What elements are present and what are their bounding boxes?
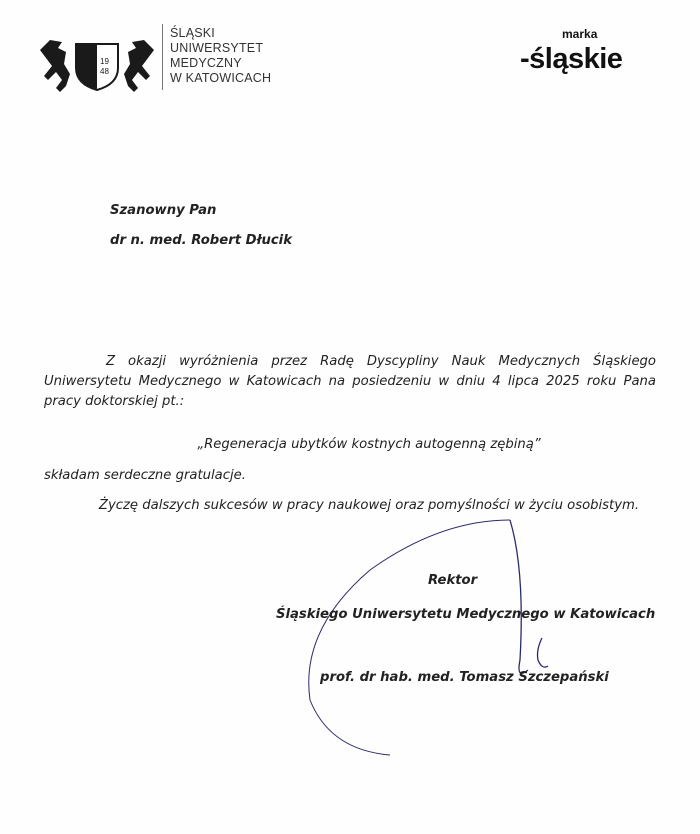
university-line: W KATOWICACH — [170, 71, 272, 85]
congratulations: składam serdeczne gratulacje. — [44, 468, 246, 483]
signatory-role: Rektor — [428, 573, 478, 588]
header-divider — [162, 24, 163, 90]
marka-slaskie-logo — [520, 28, 660, 78]
signatory-name: prof. dr hab. med. Tomasz Szczepański — [320, 670, 609, 685]
university-name — [170, 26, 271, 86]
brand-large: -śląskie — [520, 43, 623, 75]
university-line: UNIWERSYTET — [170, 41, 264, 55]
signatory-institution: Śląskiego Uniwersytetu Medycznego w Katowicach — [276, 607, 656, 622]
wishes: Życzę dalszych sukcesów w pracy naukowej oraz pomyślności w życiu osobistym. — [98, 498, 640, 513]
salutation: Szanowny Pan — [110, 203, 217, 218]
main-paragraph: Z okazji wyróżnienia przez Radę Dyscypliny Nauk Medycznych Śląskiego Uniwersytetu Medycznego w Katowicach na posiedzeniu w dniu 4 lipca 2025 roku Pana pracy doktorskiej pt.: — [44, 354, 656, 409]
crest-year-bottom: 48 — [100, 67, 109, 76]
university-crest-logo — [36, 30, 158, 94]
handwritten-signature — [280, 510, 580, 770]
thesis-title: „Regeneracja ubytków kostnych autogenną zębiną” — [197, 437, 541, 452]
university-line: ŚLĄSKI — [170, 26, 215, 40]
recipient-name: dr n. med. Robert Dłucik — [110, 233, 292, 248]
brand-small: marka — [562, 27, 598, 41]
university-line: MEDYCZNY — [170, 56, 242, 70]
crest-year-top: 19 — [100, 57, 109, 66]
